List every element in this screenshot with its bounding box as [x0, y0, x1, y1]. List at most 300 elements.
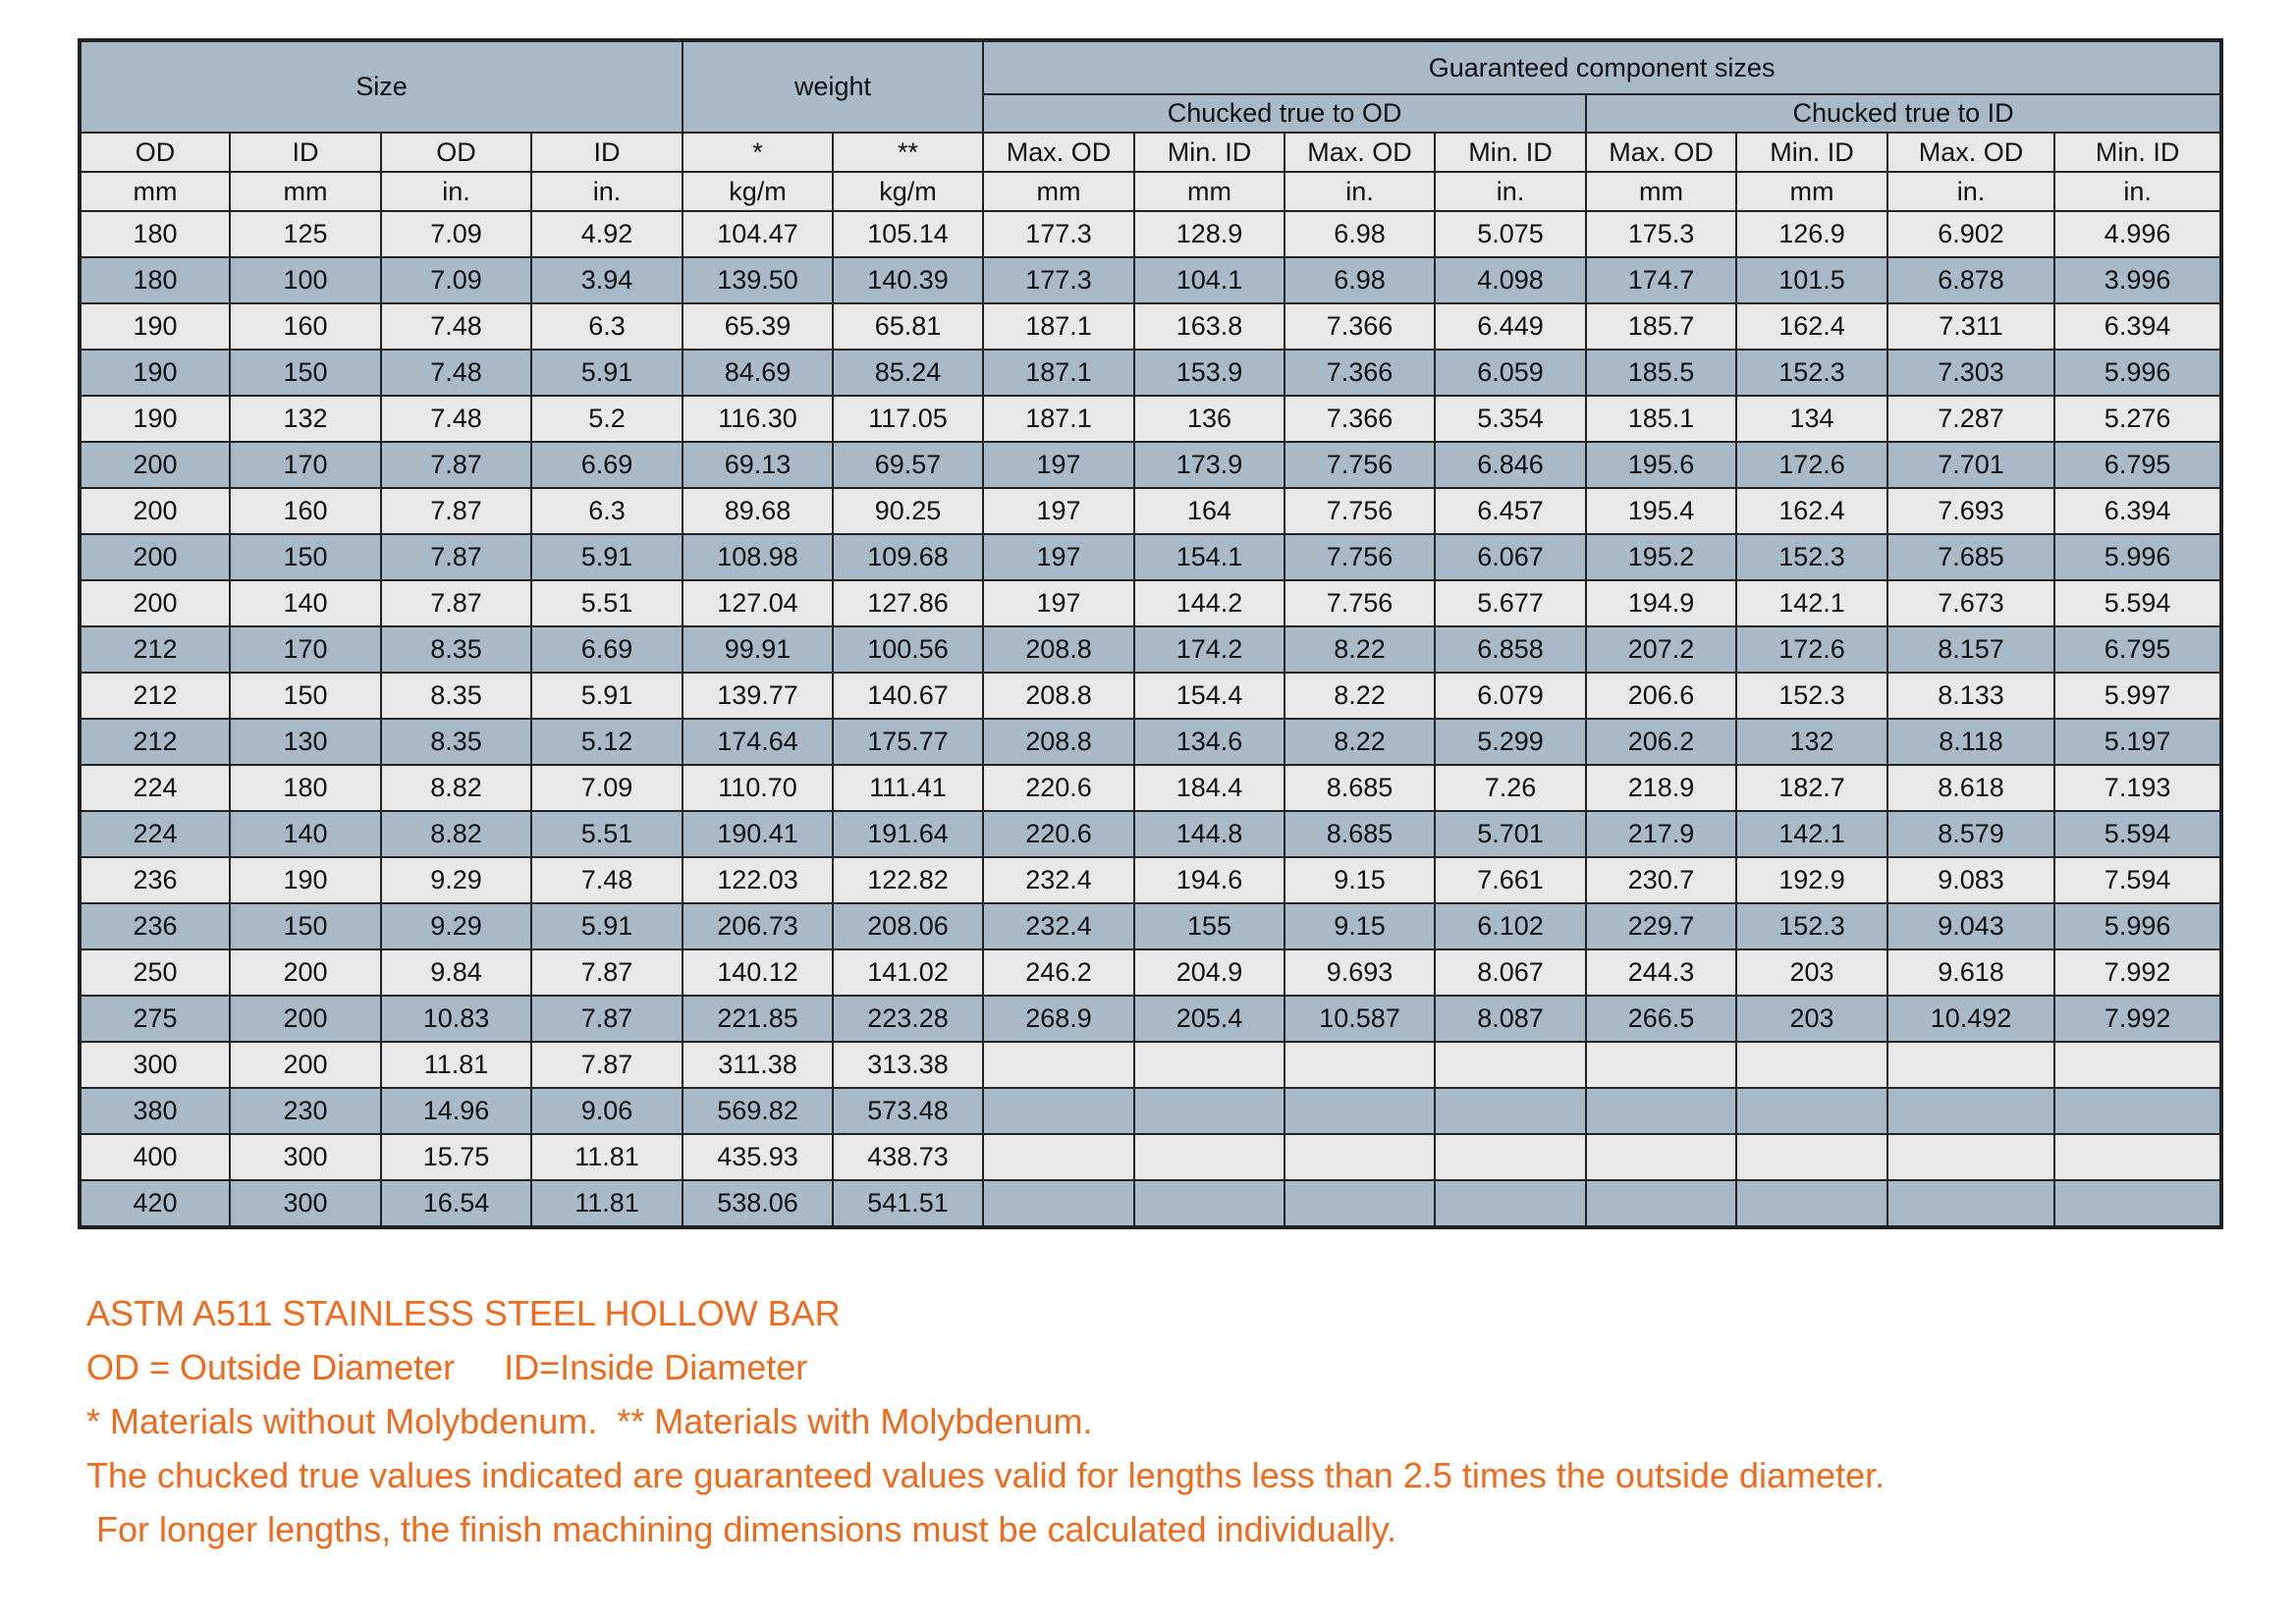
table-cell: 7.756: [1285, 442, 1435, 488]
table-cell: 6.079: [1435, 673, 1586, 719]
table-cell: 142.1: [1736, 811, 1887, 857]
table-cell: 8.618: [1887, 765, 2054, 811]
table-cell: [1586, 1088, 1736, 1134]
table-cell: 174.2: [1134, 626, 1285, 673]
unit-label: mm: [230, 172, 381, 211]
chucked-id-header: Chucked true to ID: [1586, 94, 2221, 133]
table-cell: 10.83: [381, 996, 531, 1042]
table-cell: 7.594: [2054, 857, 2221, 903]
table-row: [80, 996, 2221, 1042]
table-cell: 6.102: [1435, 903, 1586, 949]
table-cell: 200: [230, 949, 381, 996]
table-cell: 230: [230, 1088, 381, 1134]
table-cell: 220.6: [983, 765, 1134, 811]
chucked-od-header: Chucked true to OD: [983, 94, 1586, 133]
table-cell: 11.81: [531, 1180, 683, 1227]
table-cell: 569.82: [683, 1088, 833, 1134]
table-cell: 8.157: [1887, 626, 2054, 673]
table-cell: 195.4: [1586, 488, 1736, 534]
table-cell: [1887, 1180, 2054, 1227]
table-row: [80, 626, 2221, 673]
table-cell: 174.7: [1586, 257, 1736, 303]
table-row: [80, 903, 2221, 949]
table-cell: 127.86: [833, 580, 983, 626]
unit-label: in.: [1285, 172, 1435, 211]
table-cell: 134.6: [1134, 719, 1285, 765]
table-cell: 170: [230, 626, 381, 673]
table-cell: [1887, 1042, 2054, 1088]
unit-label: mm: [1586, 172, 1736, 211]
table-row: [80, 350, 2221, 396]
unit-label: mm: [1134, 172, 1285, 211]
table-cell: 8.118: [1887, 719, 2054, 765]
table-row: [80, 811, 2221, 857]
table-cell: 573.48: [833, 1088, 983, 1134]
table-cell: 140.39: [833, 257, 983, 303]
table-cell: 7.87: [381, 534, 531, 580]
table-cell: 8.067: [1435, 949, 1586, 996]
table-cell: 5.996: [2054, 350, 2221, 396]
table-row: [80, 1180, 2221, 1227]
table-cell: 99.91: [683, 626, 833, 673]
table-cell: 205.4: [1134, 996, 1285, 1042]
table-cell: 7.87: [531, 996, 683, 1042]
table-cell: 15.75: [381, 1134, 531, 1180]
table-cell: 204.9: [1134, 949, 1285, 996]
table-cell: 180: [80, 211, 230, 257]
table-cell: 7.26: [1435, 765, 1586, 811]
unit-label: mm: [983, 172, 1134, 211]
table-cell: 8.82: [381, 811, 531, 857]
product-title: ASTM A511 STAINLESS STEEL HOLLOW BAR: [86, 1293, 841, 1333]
table-cell: 232.4: [983, 903, 1134, 949]
table-cell: 420: [80, 1180, 230, 1227]
table-cell: 85.24: [833, 350, 983, 396]
table-cell: 140: [230, 811, 381, 857]
unit-label: in.: [2054, 172, 2221, 211]
table-cell: 5.677: [1435, 580, 1586, 626]
table-cell: 172.6: [1736, 442, 1887, 488]
table-cell: 172.6: [1736, 626, 1887, 673]
table-cell: 200: [80, 488, 230, 534]
table-row: [80, 211, 2221, 257]
table-cell: 175.3: [1586, 211, 1736, 257]
table-cell: 5.996: [2054, 534, 2221, 580]
table-cell: 65.39: [683, 303, 833, 350]
table-cell: 6.3: [531, 488, 683, 534]
column-label: Min. ID: [2054, 133, 2221, 172]
table-cell: 110.70: [683, 765, 833, 811]
table-cell: 5.91: [531, 534, 683, 580]
table-cell: 5.354: [1435, 396, 1586, 442]
table-cell: 197: [983, 442, 1134, 488]
table-cell: 5.51: [531, 580, 683, 626]
material-line: [86, 1394, 2247, 1448]
table-cell: 144.2: [1134, 580, 1285, 626]
table-cell: 4.098: [1435, 257, 1586, 303]
table-cell: 7.992: [2054, 949, 2221, 996]
table-cell: 8.087: [1435, 996, 1586, 1042]
longer-lengths-note: For longer lengths, the finish machining dimensions must be calculated individually.: [86, 1509, 1397, 1549]
table-cell: 206.2: [1586, 719, 1736, 765]
table-cell: 224: [80, 765, 230, 811]
table-cell: 184.4: [1134, 765, 1285, 811]
table-cell: [1887, 1134, 2054, 1180]
table-cell: 6.795: [2054, 442, 2221, 488]
table-cell: 6.3: [531, 303, 683, 350]
table-cell: 8.35: [381, 719, 531, 765]
table-cell: 541.51: [833, 1180, 983, 1227]
table-cell: 8.82: [381, 765, 531, 811]
unit-label: kg/m: [683, 172, 833, 211]
table-cell: 177.3: [983, 257, 1134, 303]
table-cell: 220.6: [983, 811, 1134, 857]
table-cell: [983, 1088, 1134, 1134]
table-cell: 5.594: [2054, 811, 2221, 857]
table-cell: 136: [1134, 396, 1285, 442]
column-label: ID: [531, 133, 683, 172]
table-cell: 7.673: [1887, 580, 2054, 626]
table-cell: 14.96: [381, 1088, 531, 1134]
table-cell: 16.54: [381, 1180, 531, 1227]
group-header-row: [80, 40, 2221, 94]
table-cell: 122.03: [683, 857, 833, 903]
table-cell: 7.09: [381, 257, 531, 303]
table-cell: 177.3: [983, 211, 1134, 257]
table-cell: 144.8: [1134, 811, 1285, 857]
table-cell: 200: [230, 1042, 381, 1088]
table-cell: 111.41: [833, 765, 983, 811]
column-label: Min. ID: [1736, 133, 1887, 172]
table-cell: [1285, 1042, 1435, 1088]
table-cell: [1586, 1042, 1736, 1088]
table-cell: 8.35: [381, 626, 531, 673]
material-with-molybdenum: ** Materials with Molybdenum.: [617, 1401, 1093, 1441]
table-row: [80, 857, 2221, 903]
table-cell: 230.7: [1586, 857, 1736, 903]
column-label: Max. OD: [1586, 133, 1736, 172]
table-cell: 7.87: [531, 949, 683, 996]
table-cell: 7.87: [381, 488, 531, 534]
unit-label: in.: [531, 172, 683, 211]
table-cell: 11.81: [531, 1134, 683, 1180]
table-cell: [983, 1042, 1134, 1088]
table-cell: 7.87: [531, 1042, 683, 1088]
table-cell: 5.276: [2054, 396, 2221, 442]
table-cell: [1435, 1088, 1586, 1134]
table-cell: 203: [1736, 996, 1887, 1042]
table-cell: 9.29: [381, 903, 531, 949]
table-cell: 236: [80, 903, 230, 949]
table-cell: 174.64: [683, 719, 833, 765]
table-cell: 400: [80, 1134, 230, 1180]
table-cell: 5.2: [531, 396, 683, 442]
table-cell: 6.846: [1435, 442, 1586, 488]
table-cell: 7.992: [2054, 996, 2221, 1042]
table-cell: [983, 1180, 1134, 1227]
table-cell: 6.69: [531, 626, 683, 673]
table-cell: 5.51: [531, 811, 683, 857]
table-cell: 5.91: [531, 673, 683, 719]
abbreviation-line: [86, 1340, 2247, 1394]
column-label: *: [683, 133, 833, 172]
table-cell: 187.1: [983, 303, 1134, 350]
table-cell: 134: [1736, 396, 1887, 442]
table-cell: 185.1: [1586, 396, 1736, 442]
table-row: [80, 765, 2221, 811]
table-cell: 7.48: [381, 303, 531, 350]
table-cell: [1887, 1088, 2054, 1134]
table-cell: 187.1: [983, 396, 1134, 442]
table-cell: 180: [80, 257, 230, 303]
table-cell: 300: [230, 1180, 381, 1227]
table-cell: 109.68: [833, 534, 983, 580]
table-cell: 275: [80, 996, 230, 1042]
table-cell: 69.57: [833, 442, 983, 488]
table-cell: 7.311: [1887, 303, 2054, 350]
table-cell: 11.81: [381, 1042, 531, 1088]
table-cell: 142.1: [1736, 580, 1887, 626]
chucked-values-note: The chucked true values indicated are guaranteed values valid for lengths less than 2.5 times the outside diameter.: [86, 1455, 1886, 1495]
hollow-bar-size-table: [78, 38, 2223, 1229]
table-cell: 7.193: [2054, 765, 2221, 811]
table-row: [80, 673, 2221, 719]
table-cell: 69.13: [683, 442, 833, 488]
table-cell: 190: [80, 303, 230, 350]
table-cell: 200: [80, 580, 230, 626]
table-cell: 185.7: [1586, 303, 1736, 350]
table-cell: [1435, 1180, 1586, 1227]
table-cell: 200: [80, 534, 230, 580]
table-cell: 7.756: [1285, 488, 1435, 534]
table-cell: 8.133: [1887, 673, 2054, 719]
table-cell: 6.795: [2054, 626, 2221, 673]
table-cell: 7.366: [1285, 350, 1435, 396]
table-cell: 154.1: [1134, 534, 1285, 580]
table-cell: [2054, 1042, 2221, 1088]
table-cell: 153.9: [1134, 350, 1285, 396]
column-label: Min. ID: [1435, 133, 1586, 172]
table-cell: [1586, 1180, 1736, 1227]
table-cell: 212: [80, 673, 230, 719]
table-cell: 206.6: [1586, 673, 1736, 719]
table-row: [80, 442, 2221, 488]
table-cell: 6.98: [1285, 211, 1435, 257]
table-row: [80, 534, 2221, 580]
table-cell: 5.299: [1435, 719, 1586, 765]
table-cell: 130: [230, 719, 381, 765]
table-cell: 223.28: [833, 996, 983, 1042]
table-cell: 208.8: [983, 626, 1134, 673]
table-cell: 7.09: [381, 211, 531, 257]
table-cell: 65.81: [833, 303, 983, 350]
table-cell: 194.6: [1134, 857, 1285, 903]
table-cell: 108.98: [683, 534, 833, 580]
size-group-header: Size: [80, 40, 683, 133]
table-cell: 218.9: [1586, 765, 1736, 811]
table-cell: 117.05: [833, 396, 983, 442]
table-cell: 155: [1134, 903, 1285, 949]
table-cell: 164: [1134, 488, 1285, 534]
table-cell: 170: [230, 442, 381, 488]
column-label: Max. OD: [983, 133, 1134, 172]
table-cell: 190: [230, 857, 381, 903]
table-cell: 5.701: [1435, 811, 1586, 857]
unit-label: mm: [80, 172, 230, 211]
table-cell: 9.083: [1887, 857, 2054, 903]
table-cell: 9.043: [1887, 903, 2054, 949]
table-cell: 197: [983, 488, 1134, 534]
table-cell: 139.77: [683, 673, 833, 719]
table-cell: 7.87: [381, 580, 531, 626]
table-cell: 5.12: [531, 719, 683, 765]
table-cell: 190: [80, 396, 230, 442]
table-cell: 8.35: [381, 673, 531, 719]
table-cell: 104.47: [683, 211, 833, 257]
table-cell: 3.996: [2054, 257, 2221, 303]
table-cell: 5.91: [531, 350, 683, 396]
table-cell: 197: [983, 534, 1134, 580]
table-cell: 152.3: [1736, 534, 1887, 580]
table-cell: 212: [80, 626, 230, 673]
table-cell: 9.618: [1887, 949, 2054, 996]
table-cell: 190.41: [683, 811, 833, 857]
table-cell: [1134, 1134, 1285, 1180]
unit-label: in.: [381, 172, 531, 211]
id-definition: ID=Inside Diameter: [504, 1347, 808, 1387]
od-definition: OD = Outside Diameter: [86, 1347, 456, 1387]
table-cell: 7.287: [1887, 396, 2054, 442]
table-cell: 208.06: [833, 903, 983, 949]
weight-group-header: weight: [683, 40, 983, 133]
table-cell: 206.73: [683, 903, 833, 949]
table-cell: [1134, 1042, 1285, 1088]
table-cell: 6.449: [1435, 303, 1586, 350]
table-cell: 8.685: [1285, 765, 1435, 811]
notes-block: [86, 1286, 2247, 1556]
table-cell: 6.878: [1887, 257, 2054, 303]
table-cell: 6.902: [1887, 211, 2054, 257]
table-cell: 122.82: [833, 857, 983, 903]
table-row: [80, 1088, 2221, 1134]
table-cell: 152.3: [1736, 673, 1887, 719]
table-cell: [1285, 1088, 1435, 1134]
table-cell: 9.84: [381, 949, 531, 996]
table-cell: 4.996: [2054, 211, 2221, 257]
table-cell: 182.7: [1736, 765, 1887, 811]
unit-label: kg/m: [833, 172, 983, 211]
table-cell: 100.56: [833, 626, 983, 673]
table-cell: 100: [230, 257, 381, 303]
table-cell: 7.48: [381, 396, 531, 442]
table-row: [80, 303, 2221, 350]
table-cell: 5.075: [1435, 211, 1586, 257]
table-row: [80, 719, 2221, 765]
table-cell: 9.15: [1285, 903, 1435, 949]
column-label: Max. OD: [1887, 133, 2054, 172]
table-cell: 8.579: [1887, 811, 2054, 857]
table-cell: 6.059: [1435, 350, 1586, 396]
table-cell: [2054, 1180, 2221, 1227]
table-cell: 162.4: [1736, 488, 1887, 534]
table-cell: 6.394: [2054, 488, 2221, 534]
table-cell: 7.701: [1887, 442, 2054, 488]
table-cell: 250: [80, 949, 230, 996]
table-cell: 380: [80, 1088, 230, 1134]
table-cell: 229.7: [1586, 903, 1736, 949]
table-cell: 10.492: [1887, 996, 2054, 1042]
table-cell: 191.64: [833, 811, 983, 857]
table-cell: [1435, 1134, 1586, 1180]
table-cell: [1736, 1134, 1887, 1180]
table-cell: 141.02: [833, 949, 983, 996]
table-cell: 173.9: [1134, 442, 1285, 488]
table-cell: 212: [80, 719, 230, 765]
table-cell: 7.366: [1285, 396, 1435, 442]
table-cell: 140.67: [833, 673, 983, 719]
column-label: OD: [80, 133, 230, 172]
table-cell: 236: [80, 857, 230, 903]
table-cell: 150: [230, 673, 381, 719]
table-cell: 132: [230, 396, 381, 442]
table-cell: 208.8: [983, 719, 1134, 765]
table-cell: 160: [230, 488, 381, 534]
table-cell: 538.06: [683, 1180, 833, 1227]
table-cell: 6.457: [1435, 488, 1586, 534]
table-cell: 128.9: [1134, 211, 1285, 257]
table-row: [80, 1134, 2221, 1180]
unit-label: in.: [1435, 172, 1586, 211]
table-cell: 9.15: [1285, 857, 1435, 903]
table-cell: 185.5: [1586, 350, 1736, 396]
table-cell: 221.85: [683, 996, 833, 1042]
table-cell: 7.661: [1435, 857, 1586, 903]
table-cell: 203: [1736, 949, 1887, 996]
table-cell: 300: [80, 1042, 230, 1088]
table-cell: 89.68: [683, 488, 833, 534]
table-cell: 101.5: [1736, 257, 1887, 303]
table-cell: [1285, 1134, 1435, 1180]
table-cell: 104.1: [1134, 257, 1285, 303]
table-cell: [983, 1134, 1134, 1180]
table-cell: [1134, 1088, 1285, 1134]
table-cell: 7.87: [381, 442, 531, 488]
table-cell: 152.3: [1736, 350, 1887, 396]
table-cell: 6.98: [1285, 257, 1435, 303]
guaranteed-sizes-header: Guaranteed component sizes: [983, 40, 2221, 94]
table-cell: 187.1: [983, 350, 1134, 396]
table-cell: 160: [230, 303, 381, 350]
table-cell: 140: [230, 580, 381, 626]
table-cell: 139.50: [683, 257, 833, 303]
table-cell: 6.858: [1435, 626, 1586, 673]
table-cell: 5.197: [2054, 719, 2221, 765]
table-cell: 208.8: [983, 673, 1134, 719]
table-cell: 162.4: [1736, 303, 1887, 350]
table-cell: 7.756: [1285, 580, 1435, 626]
table-cell: 6.394: [2054, 303, 2221, 350]
table-cell: 192.9: [1736, 857, 1887, 903]
table-cell: 246.2: [983, 949, 1134, 996]
table-cell: 232.4: [983, 857, 1134, 903]
table-cell: 84.69: [683, 350, 833, 396]
table-cell: 8.22: [1285, 673, 1435, 719]
table-cell: 150: [230, 350, 381, 396]
column-label: Min. ID: [1134, 133, 1285, 172]
table-cell: [1285, 1180, 1435, 1227]
table-cell: 7.756: [1285, 534, 1435, 580]
column-label: **: [833, 133, 983, 172]
